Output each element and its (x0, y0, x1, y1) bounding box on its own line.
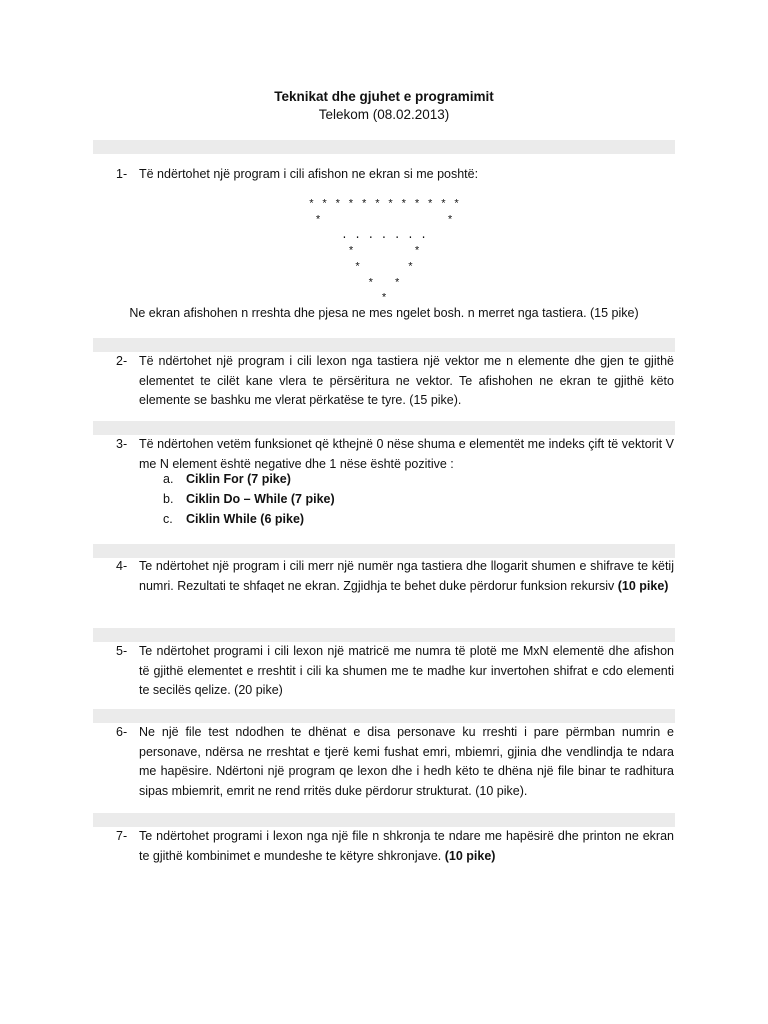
pattern-line: * * (367, 277, 401, 290)
pattern-line: * * (354, 261, 414, 274)
question-text: Te ndërtohet programi i lexon nga një file n shkronja te ndare me hapësirë dhe printon ne ekran te gjithë kombinimet e mundeshe te këtyre shkronjave. (139, 829, 674, 863)
question-3 (116, 435, 674, 474)
sub-item-letter: a. (163, 472, 174, 486)
question-text: Të ndërtohet një program i cili lexon nga tastiera një vektor me n elemente dhe gjen te gjithë elementet te cilët kane vlera te përsëritura ne vektor. Te afishohen ne ekran te gjithë këto elemente se bashku me vlerat përkatëse te tyre. (15 pike). (139, 354, 674, 407)
question-number: 7- (116, 829, 128, 843)
question-text: Te ndërtohet programi i cili lexon një matricë me numra të plotë me MxN elementë dhe afishon të gjithë elementet e rreshtit i cili ka shumen me te madhe kur invertohen shifrat e cdo elementi te secilës qelize. (20 pike) (139, 644, 674, 697)
pattern-line: * (380, 293, 388, 306)
question-number: 2- (116, 354, 128, 368)
question-text: Ne një file test ndodhen te dhënat e disa personave ku rreshti i pare përmban numrin e personave, ndërsa ne rreshtat e tjerë kemi fushat emri, mbiemri, gjinia dhe vendlindja te ndara me hapësire. Ndërtoni një program qe lexon dhe i hedh këto te dhëna një file binar te radhitura sipas mbiemrit, emrit ne rend rritës duke përdorur strukturat. (10 pike). (139, 725, 674, 798)
question-points: (10 pike) (444, 848, 496, 863)
question-5 (116, 642, 674, 701)
question-6 (116, 723, 674, 801)
separator-band (93, 813, 675, 827)
question-2 (116, 352, 674, 411)
question-number: 1- (116, 167, 128, 181)
question-number: 5- (116, 644, 128, 658)
sub-item-label: Ciklin Do – While (7 pike) (186, 492, 335, 506)
separator-band (93, 140, 675, 154)
sub-item-letter: b. (163, 492, 174, 506)
star-pattern (0, 198, 768, 308)
separator-band (93, 709, 675, 723)
pattern-line: * * * * * * * * * * * * (308, 199, 460, 211)
page-subtitle: Telekom (08.02.2013) (318, 107, 450, 122)
question-4 (116, 557, 674, 596)
question-1-note: Ne ekran afishohen n rreshta dhe pjesa ne mes ngelet bosh. n merret nga tastiera. (15 pike) (129, 306, 639, 320)
question-1 (116, 165, 674, 185)
question-7 (116, 827, 674, 866)
page-title: Teknikat dhe gjuhet e programimit (274, 89, 494, 104)
pattern-line: * * (314, 214, 454, 227)
separator-band (93, 544, 675, 558)
separator-band (93, 628, 675, 642)
question-number: 4- (116, 559, 128, 573)
question-number: 6- (116, 725, 128, 739)
sub-item-label: Ciklin For (7 pike) (186, 472, 291, 486)
sub-item-letter: c. (163, 512, 173, 526)
question-text: Te ndërtohet një program i cili merr një numër nga tastiera dhe llogarit shumen e shifrave te këtij numri. Rezultati te shfaqet ne ekran. Zgjidhja te behet duke përdorur funksion rekursiv (139, 559, 674, 593)
pattern-line: * * (347, 246, 421, 259)
question-points: (10 pike) (617, 578, 669, 593)
question-text: Të ndërtohen vetëm funksionet që kthejnë 0 nëse shuma e elementët me indeks çift të vektorit V me N element është negative dhe 1 nëse është pozitive : (139, 437, 674, 471)
question-number: 3- (116, 437, 128, 451)
separator-band (93, 421, 675, 435)
pattern-line: . . . . . . . (341, 230, 427, 243)
separator-band (93, 338, 675, 352)
question-text: Të ndërtohet një program i cili afishon ne ekran si me poshtë: (139, 167, 479, 181)
sub-item-label: Ciklin While (6 pike) (186, 512, 305, 526)
